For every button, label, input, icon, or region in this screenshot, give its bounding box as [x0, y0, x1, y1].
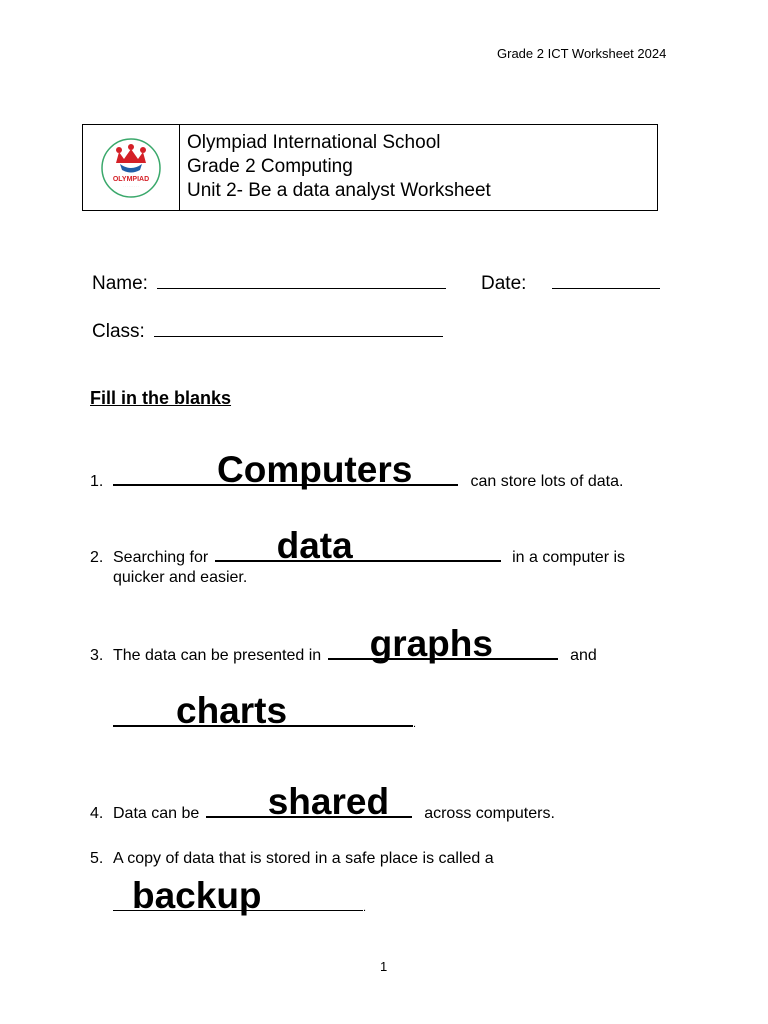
page-number: 1 — [380, 959, 388, 974]
answer-text: Computers — [217, 449, 413, 490]
document-header-label: Grade 2 ICT Worksheet 2024 — [497, 46, 667, 61]
answer-blank[interactable] — [215, 525, 501, 566]
name-blank[interactable] — [157, 268, 446, 289]
logo-subtext: · · · · · · · · · — [123, 183, 139, 188]
date-blank[interactable] — [552, 268, 660, 289]
answer-text-2: charts — [176, 690, 288, 731]
name-field — [92, 268, 446, 295]
school-info-text — [180, 125, 491, 210]
school-info-box — [82, 124, 658, 211]
question-text-after: across computers. — [424, 805, 555, 822]
question-3 — [90, 623, 597, 665]
question-text-after: in a computer is — [512, 549, 626, 566]
school-logo — [100, 137, 162, 199]
date-label: Date: — [481, 273, 527, 294]
question-number: 4. — [90, 805, 104, 822]
question-number: 2. — [90, 549, 104, 566]
question-2 — [90, 525, 626, 567]
answer-blank-2[interactable] — [113, 690, 413, 731]
sentence-end: . — [413, 718, 417, 730]
answer-text: backup — [132, 875, 262, 916]
school-name: Olympiad International School — [187, 132, 441, 153]
unit-title: Unit 2- Be a data analyst Worksheet — [187, 180, 491, 201]
class-blank[interactable] — [154, 316, 443, 337]
answer-text: graphs — [369, 623, 493, 664]
logo-cell — [83, 125, 180, 210]
answer-blank[interactable] — [328, 623, 558, 664]
question-text-after: can store lots of data. — [470, 473, 624, 490]
sentence-end: . — [363, 902, 367, 914]
question-text-before: The data can be presented in — [113, 647, 322, 664]
name-label: Name: — [92, 273, 148, 294]
question-2-continuation: quicker and easier. — [113, 569, 248, 586]
question-text-before: Searching for — [113, 549, 209, 566]
answer-text: data — [276, 525, 353, 566]
class-label: Class: — [92, 321, 145, 342]
class-field — [92, 316, 443, 343]
answer-text: shared — [267, 781, 390, 822]
question-5-continuation — [113, 875, 367, 916]
logo-text: OLYMPIAD — [112, 175, 150, 183]
question-1 — [90, 449, 624, 491]
question-3-continuation — [113, 690, 417, 732]
date-field — [481, 268, 660, 295]
question-number: 3. — [90, 647, 104, 664]
section-title: Fill in the blanks — [90, 388, 232, 408]
answer-blank[interactable] — [206, 781, 412, 822]
question-text-after: and — [570, 647, 597, 664]
course-name: Grade 2 Computing — [187, 156, 353, 177]
answer-blank[interactable] — [113, 875, 363, 916]
question-text-before: A copy of data that is stored in a safe place is called a — [113, 850, 494, 867]
question-text-before: Data can be — [113, 805, 200, 822]
question-4 — [90, 781, 555, 823]
question-5 — [90, 850, 494, 868]
question-number: 5. — [90, 850, 104, 867]
answer-blank[interactable] — [113, 449, 458, 490]
question-number: 1. — [90, 473, 104, 490]
